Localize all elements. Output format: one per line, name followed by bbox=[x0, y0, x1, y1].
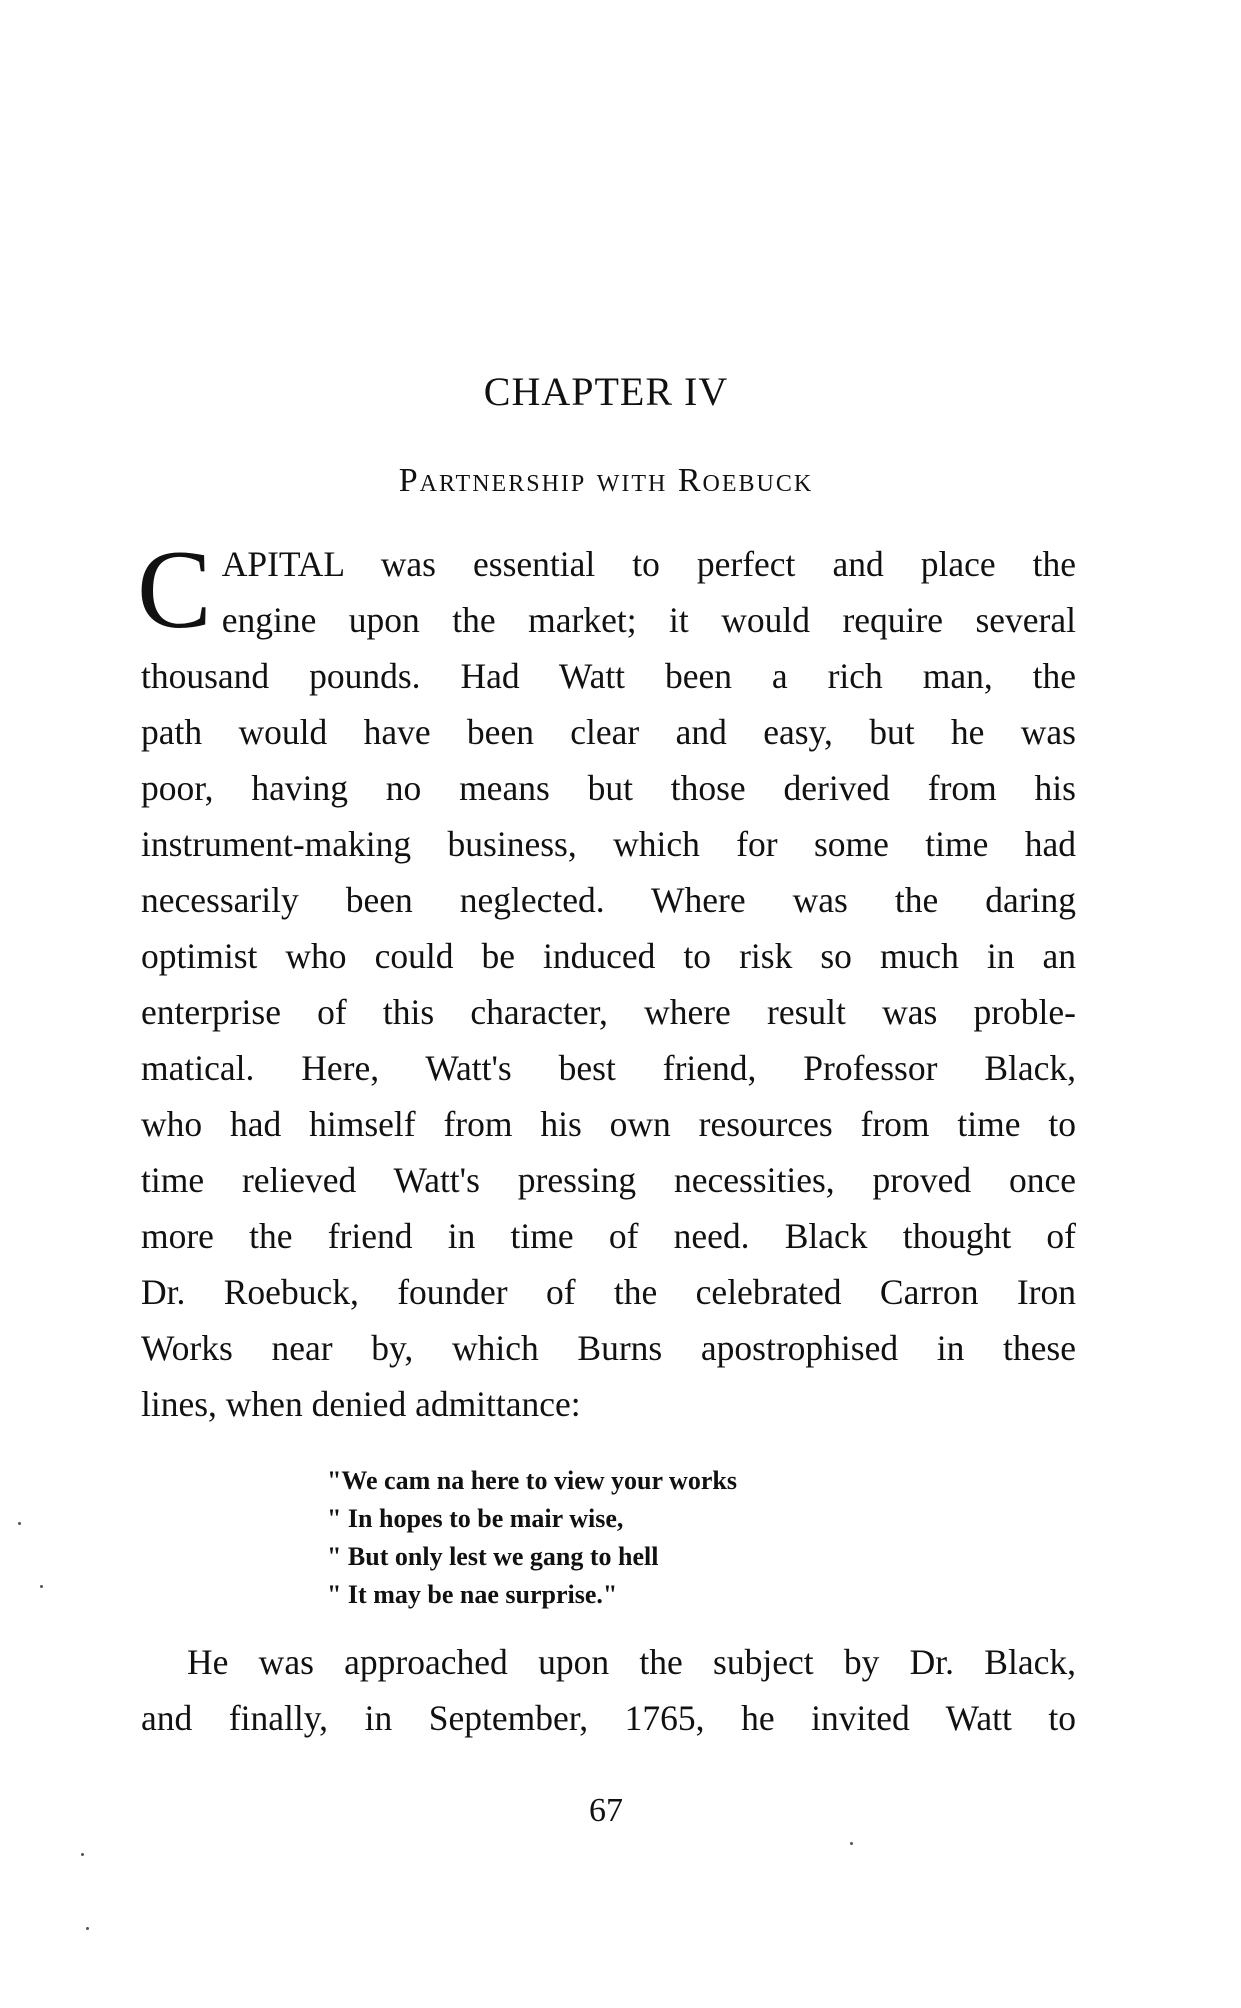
text-line: necessarily been neglected. Where was the daring bbox=[141, 880, 1076, 920]
scan-speck bbox=[18, 1522, 21, 1525]
text-line: path would have been clear and easy, but he was bbox=[141, 712, 1076, 752]
verse-line: " It may be nae surprise." bbox=[327, 1580, 618, 1609]
verse-line: "We cam na here to view your works bbox=[327, 1466, 737, 1495]
text-line: instrument-making business, which for some time had bbox=[141, 824, 1076, 864]
text-line: Dr. Roebuck, founder of the celebrated Carron Iron bbox=[141, 1272, 1076, 1312]
page-number: 67 bbox=[589, 1792, 623, 1829]
text-line: He was approached upon the subject by Dr. Black, bbox=[187, 1642, 1076, 1682]
text-line: lines, when denied admittance: bbox=[141, 1384, 581, 1424]
chapter-heading: CHAPTER IV bbox=[483, 369, 729, 414]
text-line: more the friend in time of need. Black thought of bbox=[141, 1216, 1076, 1256]
verse-line: " In hopes to be mair wise, bbox=[327, 1504, 624, 1533]
text-line: who had himself from his own resources from time to bbox=[141, 1104, 1076, 1144]
scan-speck bbox=[81, 1853, 84, 1856]
text-line: poor, having no means but those derived from his bbox=[141, 768, 1076, 808]
text-line: time relieved Watt's pressing necessities, proved once bbox=[141, 1160, 1076, 1200]
text-line: thousand pounds. Had Watt been a rich man, the bbox=[141, 656, 1076, 696]
paragraph-2 bbox=[141, 1634, 1076, 1746]
text-line: matical. Here, Watt's best friend, Professor Black, bbox=[141, 1048, 1076, 1088]
text-line: and finally, in September, 1765, he invited Watt to bbox=[141, 1698, 1076, 1738]
paragraph-1 bbox=[137, 528, 1076, 1432]
text-line: APITAL was essential to perfect and place the bbox=[221, 544, 1076, 584]
scan-speck bbox=[40, 1585, 43, 1588]
text-line: enterprise of this character, where result was proble- bbox=[141, 992, 1076, 1032]
scan-speck bbox=[850, 1842, 853, 1845]
text-line: optimist who could be induced to risk so much in an bbox=[141, 936, 1076, 976]
drop-cap: C bbox=[137, 528, 212, 652]
chapter-subtitle: Partnership with Roebuck bbox=[398, 462, 814, 499]
text-line: Works near by, which Burns apostrophised in these bbox=[141, 1328, 1076, 1368]
text-line: engine upon the market; it would require several bbox=[221, 600, 1076, 640]
verse-line: " But only lest we gang to hell bbox=[327, 1542, 659, 1571]
scan-speck bbox=[86, 1927, 89, 1930]
verse-quote bbox=[327, 1462, 737, 1614]
